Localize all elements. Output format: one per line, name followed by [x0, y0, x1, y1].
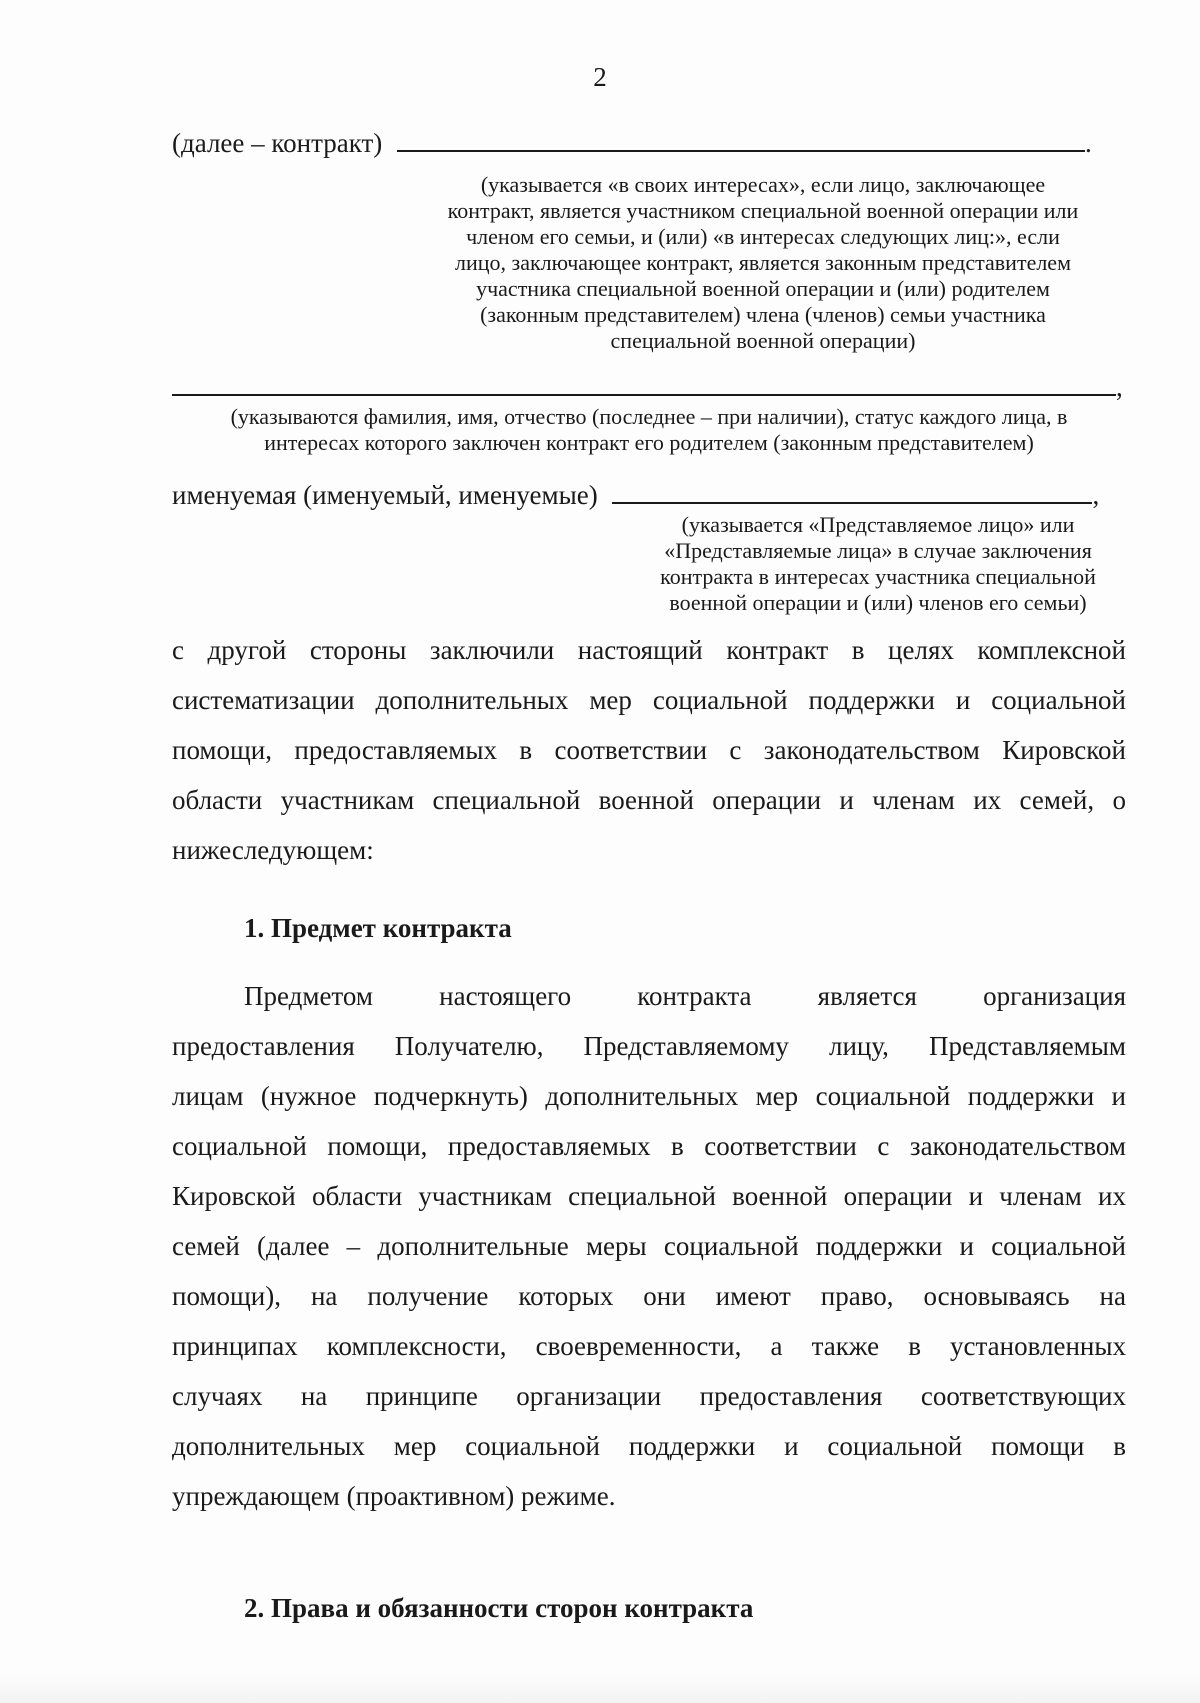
paragraph-line: области участникам специальной военной операции и членам их семей, о	[172, 785, 1126, 815]
contract-line	[172, 128, 1092, 159]
interest-note	[400, 172, 1126, 354]
note-line: членом его семьи, и (или) «в интересах следующих лиц:», если	[466, 224, 1060, 249]
paragraph-line: случаях на принципе организации предоставления соответствующих	[172, 1381, 1126, 1411]
persons-line	[172, 372, 1123, 403]
named-label: именуемая (именуемый, именуемые)	[172, 480, 598, 510]
scan-edge	[0, 1673, 1200, 1703]
named-trailing: ,	[1092, 480, 1100, 510]
page-number: 2	[593, 62, 607, 92]
paragraph-line: Предметом настоящего контракта является организация	[244, 981, 1126, 1011]
paragraph-line: предоставления Получателю, Представляемому лицу, Представляемым	[172, 1031, 1126, 1061]
contract-blank	[397, 150, 1085, 152]
note-line: (законным представителем) члена (членов) семьи участника	[480, 302, 1046, 327]
paragraph-line: упреждающем (проактивном) режиме.	[172, 1481, 616, 1511]
note-line: «Представляемые лица» в случае заключения	[664, 538, 1092, 563]
persons-trailing: ,	[1116, 372, 1123, 402]
paragraph-line: нижеследующем:	[172, 835, 374, 865]
paragraph-line: социальной помощи, предоставляемых в соответствии с законодательством	[172, 1131, 1126, 1161]
named-blank	[612, 502, 1092, 504]
paragraph-line: семей (далее – дополнительные меры социальной поддержки и социальной	[172, 1231, 1126, 1261]
section-1-heading: 1. Предмет контракта	[244, 913, 512, 943]
persons-note	[172, 404, 1126, 456]
contract-label: (далее – контракт)	[172, 128, 383, 158]
paragraph-line: дополнительных мер социальной поддержки и социальной помощи в	[172, 1431, 1126, 1461]
section-2-heading: 2. Права и обязанности сторон контракта	[244, 1593, 754, 1623]
paragraph-line: помощи), на получение которых они имеют право, основываясь на	[172, 1281, 1126, 1311]
note-line: военной операции и (или) членов его семьи)	[669, 590, 1087, 615]
named-note	[630, 512, 1126, 616]
paragraph-line: Кировской области участникам специальной военной операции и членам их	[172, 1181, 1126, 1211]
paragraph-line: с другой стороны заключили настоящий контракт в целях комплексной	[172, 635, 1126, 665]
paragraph-line: помощи, предоставляемых в соответствии с законодательством Кировской	[172, 735, 1126, 765]
note-line: специальной военной операции)	[610, 328, 916, 353]
note-line: контракт, является участником специальной военной операции или	[447, 198, 1079, 223]
note-line: участника специальной военной операции и (или) родителем	[476, 276, 1050, 301]
note-line: (указывается «в своих интересах», если лицо, заключающее	[480, 172, 1046, 197]
note-line: (указывается «Представляемое лицо» или	[681, 512, 1075, 537]
persons-blank	[172, 394, 1116, 396]
note-line: интересах которого заключен контракт его родителем (законным представителем)	[264, 430, 1034, 455]
paragraph-line: принципах комплексности, своевременности, а также в установленных	[172, 1331, 1126, 1361]
paragraph-line: лицам (нужное подчеркнуть) дополнительных мер социальной поддержки и	[172, 1081, 1126, 1111]
paragraph-line: систематизации дополнительных мер социальной поддержки и социальной	[172, 685, 1126, 715]
named-line	[172, 480, 1099, 511]
note-line: контракта в интересах участника специальной	[660, 564, 1096, 589]
contract-trailing: .	[1085, 128, 1092, 158]
note-line: лицо, заключающее контракт, является законным представителем	[454, 250, 1071, 275]
note-line: (указываются фамилия, имя, отчество (последнее – при наличии), статус каждого лица, в	[230, 404, 1068, 429]
